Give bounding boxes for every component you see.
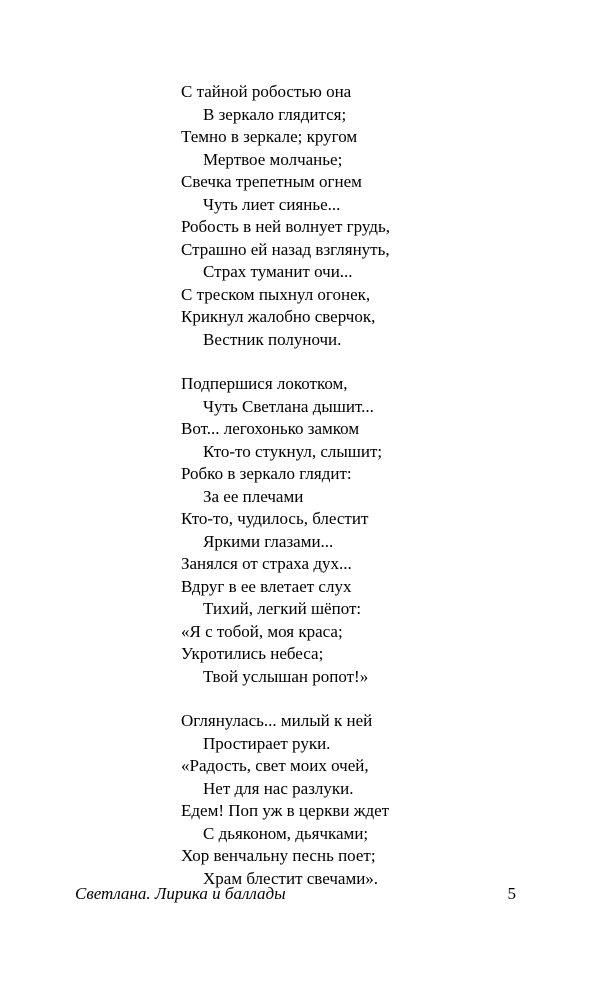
poem-line: Мертвое молчанье; (203, 149, 343, 169)
poem-line: Нет для нас разлуки. (203, 778, 354, 798)
poem-line: Свечка трепетным огнем (181, 172, 362, 191)
poem-line: В зеркало глядится; (203, 104, 347, 124)
poem-line: С дьяконом, дьячками; (203, 823, 369, 843)
poem-line: Укротились небеса; (181, 644, 324, 663)
poem-line: Страшно ей назад взглянуть, (181, 239, 390, 259)
poem-line: «Я с тобой, моя краса; (181, 621, 343, 641)
stanza (181, 373, 541, 688)
poem-line: Кто-то стукнул, слышит; (203, 441, 383, 461)
stanza (181, 710, 541, 890)
poem-line: «Радость, свет моих очей, (181, 756, 369, 775)
poem-line: Вестник полуночи. (203, 329, 342, 349)
poem-line: Чуть Светлана дышит... (203, 396, 374, 416)
poem-line: Твой услышан ропот!» (203, 666, 369, 686)
poem-body (181, 81, 541, 890)
poem-line: Тихий, легкий шёпот: (203, 599, 362, 618)
poem-line: Крикнул жалобно сверчок, (181, 307, 376, 326)
poem-line: Вот... легохонько замком (181, 419, 360, 438)
poem-line: Едем! Поп уж в церкви ждет (181, 801, 390, 820)
poem-line: Хор венчальну песнь поет; (181, 846, 376, 865)
poem-line: С тайной робостью она (181, 82, 352, 101)
poem-line: Оглянулась... милый к ней (181, 711, 373, 730)
running-title: Светлана. Лирика и баллады (75, 884, 286, 903)
stanza-gap (181, 688, 541, 710)
poem-line: Простирает руки. (203, 733, 331, 753)
poem-line: Робко в зеркало глядит: (181, 464, 352, 483)
poem-line: Яркими глазами... (203, 531, 334, 551)
poem-line: Темно в зеркале; кругом (181, 127, 358, 146)
poem-line: Кто-то, чудилось, блестит (181, 509, 369, 528)
poem-line: С треском пыхнул огонек, (181, 284, 371, 304)
poem-line: Чуть лиет сиянье... (203, 194, 341, 214)
poem-line: За ее плечами (203, 486, 304, 506)
page-number: 5 (507, 884, 516, 903)
poem-line: Подпершися локотком, (181, 374, 348, 393)
stanza-gap (181, 351, 541, 373)
poem-line: Робость в ней волнует грудь, (181, 217, 390, 236)
poem-line: Вдруг в ее влетает слух (181, 576, 352, 596)
page-footer (75, 882, 516, 906)
poem-line: Храм блестит свечами». (203, 868, 379, 888)
poem-line: Занялся от страха дух... (181, 554, 352, 573)
stanza (181, 81, 541, 351)
poem-line: Страх туманит очи... (203, 262, 353, 281)
